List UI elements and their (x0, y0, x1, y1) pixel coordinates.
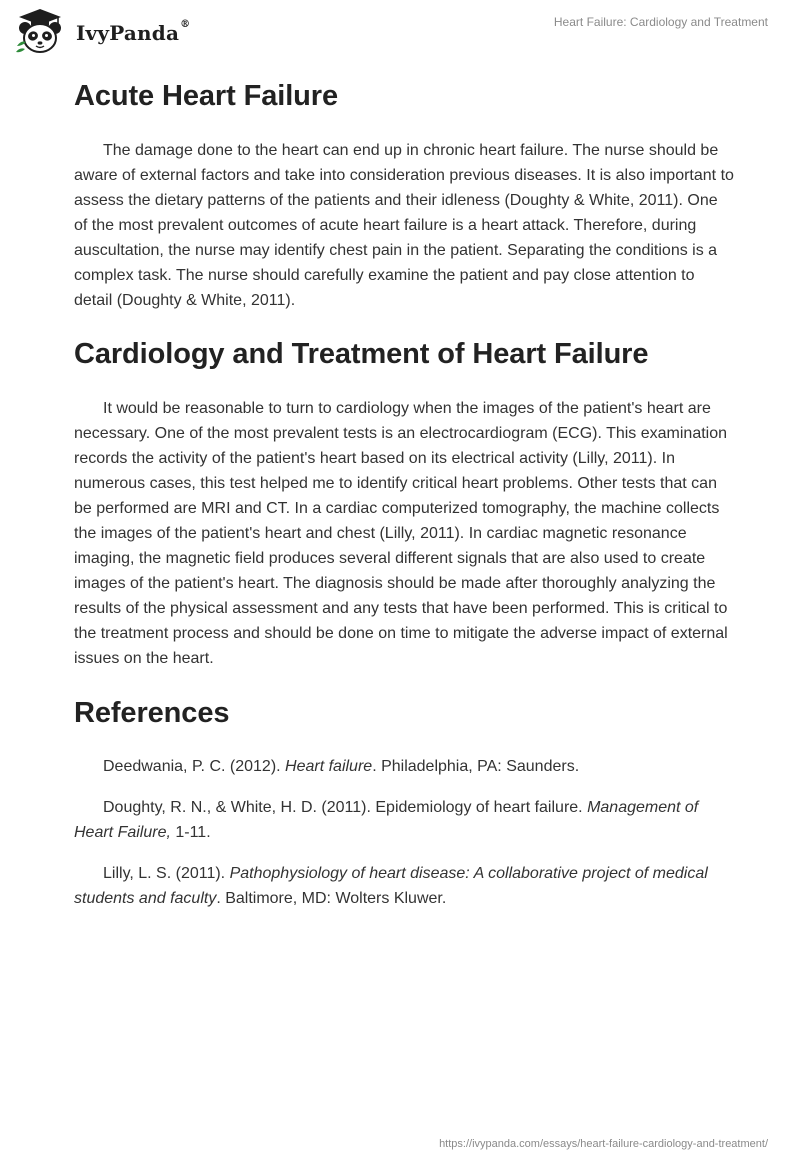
reference-text: . Baltimore, MD: Wolters Kluwer. (216, 890, 447, 907)
reference-text: Deedwania, P. C. (2012). (103, 758, 286, 775)
reference-title: Management of Heart Failure, (74, 799, 699, 841)
reference-title: Pathophysiology of heart disease: A collaborative project of medical students and faculty (74, 865, 708, 907)
page-header (0, 0, 800, 60)
reference-item (74, 861, 734, 911)
registered-mark: ® (180, 19, 191, 30)
reference-text: Lilly, L. S. (2011). (103, 865, 230, 882)
brand-name: IvyPanda® (76, 19, 191, 45)
section-paragraph-cardiology-treatment: It would be reasonable to turn to cardiology when the images of the patient's heart are necessary. One of the most prevalent tests is an electrocardiogram (ECG). This examination records the activity of the patient's heart based on its electrical activity (Lilly, 2011). In numerous cases, this test helped me to identify critical heart problems. Other tests that can be performed are MRI and CT. In a cardiac computerized tomography, the machine collects the images of the patient's heart and chest (Lilly, 2011). In cardiac magnetic resonance imaging, the magnetic field produces several different signals that are also used to create images of the patient's heart. The diagnosis should be made after thoroughly analyzing the results of the physical assessment and any tests that have been performed. This is critical to the treatment process and should be done on time to mitigate the adverse impact of external issues on the heart. (74, 400, 728, 667)
document-body (74, 68, 734, 911)
reference-title: Heart failure (285, 758, 373, 775)
reference-text: 1-11. (170, 824, 211, 841)
reference-item (74, 754, 734, 779)
reference-text: Doughty, R. N., & White, H. D. (2011). Epidemiology of heart failure. (103, 799, 588, 816)
reference-text: . Philadelphia, PA: Saunders. (372, 758, 580, 775)
section-heading-cardiology-treatment: Cardiology and Treatment of Heart Failure (74, 338, 649, 370)
section-paragraph-acute-heart-failure: The damage done to the heart can end up in chronic heart failure. The nurse should be aware of external factors and take into consideration previous diseases. It is also important to assess the dietary patterns of the patients and their idleness (Doughty & White, 2011). One of the most prevalent outcomes of acute heart failure is a heart attack. Therefore, during auscultation, the nurse may identify chest pain in the patient. Separating the conditions is a complex task. The nurse should carefully examine the patient and pay close attention to detail (Doughty & White, 2011). (74, 142, 734, 309)
section-heading-acute-heart-failure: Acute Heart Failure (74, 80, 339, 112)
panda-logo-icon (14, 8, 66, 54)
running-title: Heart Failure: Cardiology and Treatment (553, 15, 768, 29)
references-heading: References (74, 697, 230, 729)
reference-item (74, 795, 734, 845)
brand-logo[interactable] (14, 8, 190, 54)
source-url-link[interactable]: https://ivypanda.com/essays/heart-failure-cardiology-and-treatment/ (439, 1138, 768, 1150)
